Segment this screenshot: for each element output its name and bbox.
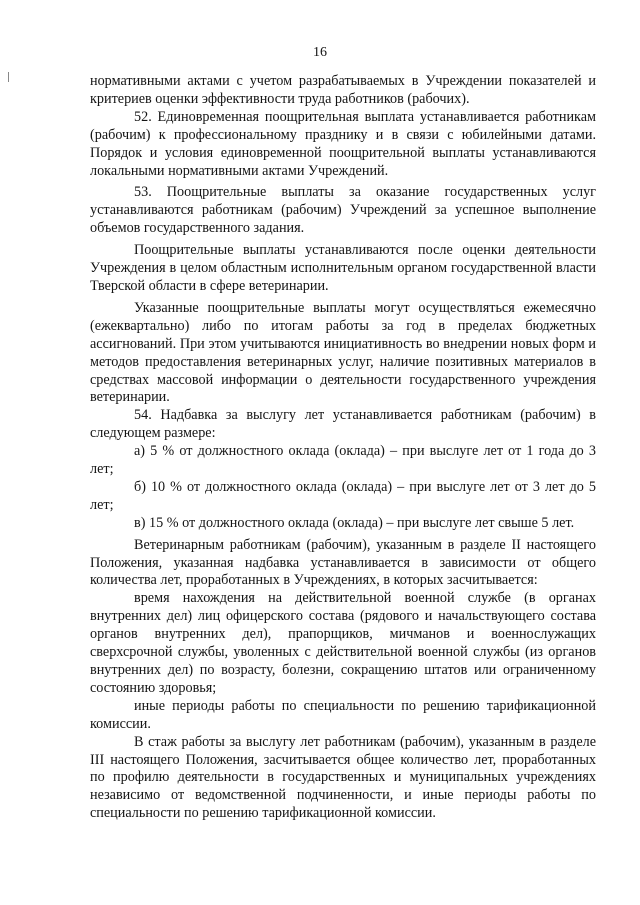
paragraph-section-iii: В стаж работы за выслугу лет работникам (рабочим), указанным в разделе III настоящего Положения, засчитывается общее количество лет, проработанных по профилю деятельности в государственных и муниципальных учреждениях независимо от ведомственной подчиненности, и иные периоды работы по специальности по решению тарификационной комиссии. (90, 733, 596, 822)
page-number: 16 (313, 45, 327, 60)
paragraph-53-evaluation: Поощрительные выплаты устанавливаются после оценки деятельности Учреждения в целом областным исполнительным органом государственной власти Тверской области в сфере ветеринарии. (90, 242, 596, 294)
paragraph-53-frequency: Указанные поощрительные выплаты могут осуществляться ежемесячно (ежеквартально) либо по итогам работы за год в пределах бюджетных ассигнований. При этом учитываются инициативность во внедрении новых форм и методов предоставления ветеринарных услуг, наличие позитивных материалов в средствах массовой информации о деятельности государственного учреждения ветеринарии. (90, 299, 596, 406)
paragraph-54: 54. Надбавка за выслугу лет устанавливается работникам (рабочим) в следующем размере: (90, 407, 596, 442)
list-item-c: в) 15 % от должностного оклада (оклада) – при выслуге лет свыше 5 лет. (134, 514, 575, 531)
paragraph-military-service: время нахождения на действительной военной службе (в органах внутренних дел) лиц офицерского состава (рядового и начальствующего состава органов внутренних дел), прапорщиков, мичманов и военнослужащих сверхсрочной службы, уволенных с действительной военной службы (из органов внутренних дел) по возрасту, болезни, сокращению штатов или ограниченному состоянию здоровья; (90, 590, 596, 696)
paragraph-52: 52. Единовременная поощрительная выплата устанавливается работникам (рабочим) к профессиональному празднику и в связи с юбилейными датами. Порядок и условия единовременной поощрительной выплаты устанавливаются локальными нормативными актами Учреждений. (90, 108, 596, 179)
paragraph-section-ii: Ветеринарным работникам (рабочим), указанным в разделе II настоящего Положения, указанная надбавка устанавливается в зависимости от общего количества лет, проработанных в Учреждениях, в которых засчитывается: (90, 536, 596, 589)
list-item-a: а) 5 % от должностного оклада (оклада) – при выслуге лет от 1 года до 3 лет; (90, 443, 596, 478)
paragraph-continuation: нормативными актами с учетом разрабатываемых в Учреждении показателей и критериев оценки эффективности труда работников (рабочих). (90, 73, 596, 107)
scan-edge-mark (8, 72, 9, 82)
list-item-b: б) 10 % от должностного оклада (оклада) – при выслуге лет от 3 лет до 5 лет; (90, 478, 596, 513)
paragraph-53: 53. Поощрительные выплаты за оказание государственных услуг устанавливаются работникам (рабочим) Учреждений за успешное выполнение объемов государственного задания. (90, 184, 596, 237)
paragraph-other-periods: иные периоды работы по специальности по решению тарификационной комиссии. (90, 697, 596, 732)
document-body (90, 73, 596, 823)
